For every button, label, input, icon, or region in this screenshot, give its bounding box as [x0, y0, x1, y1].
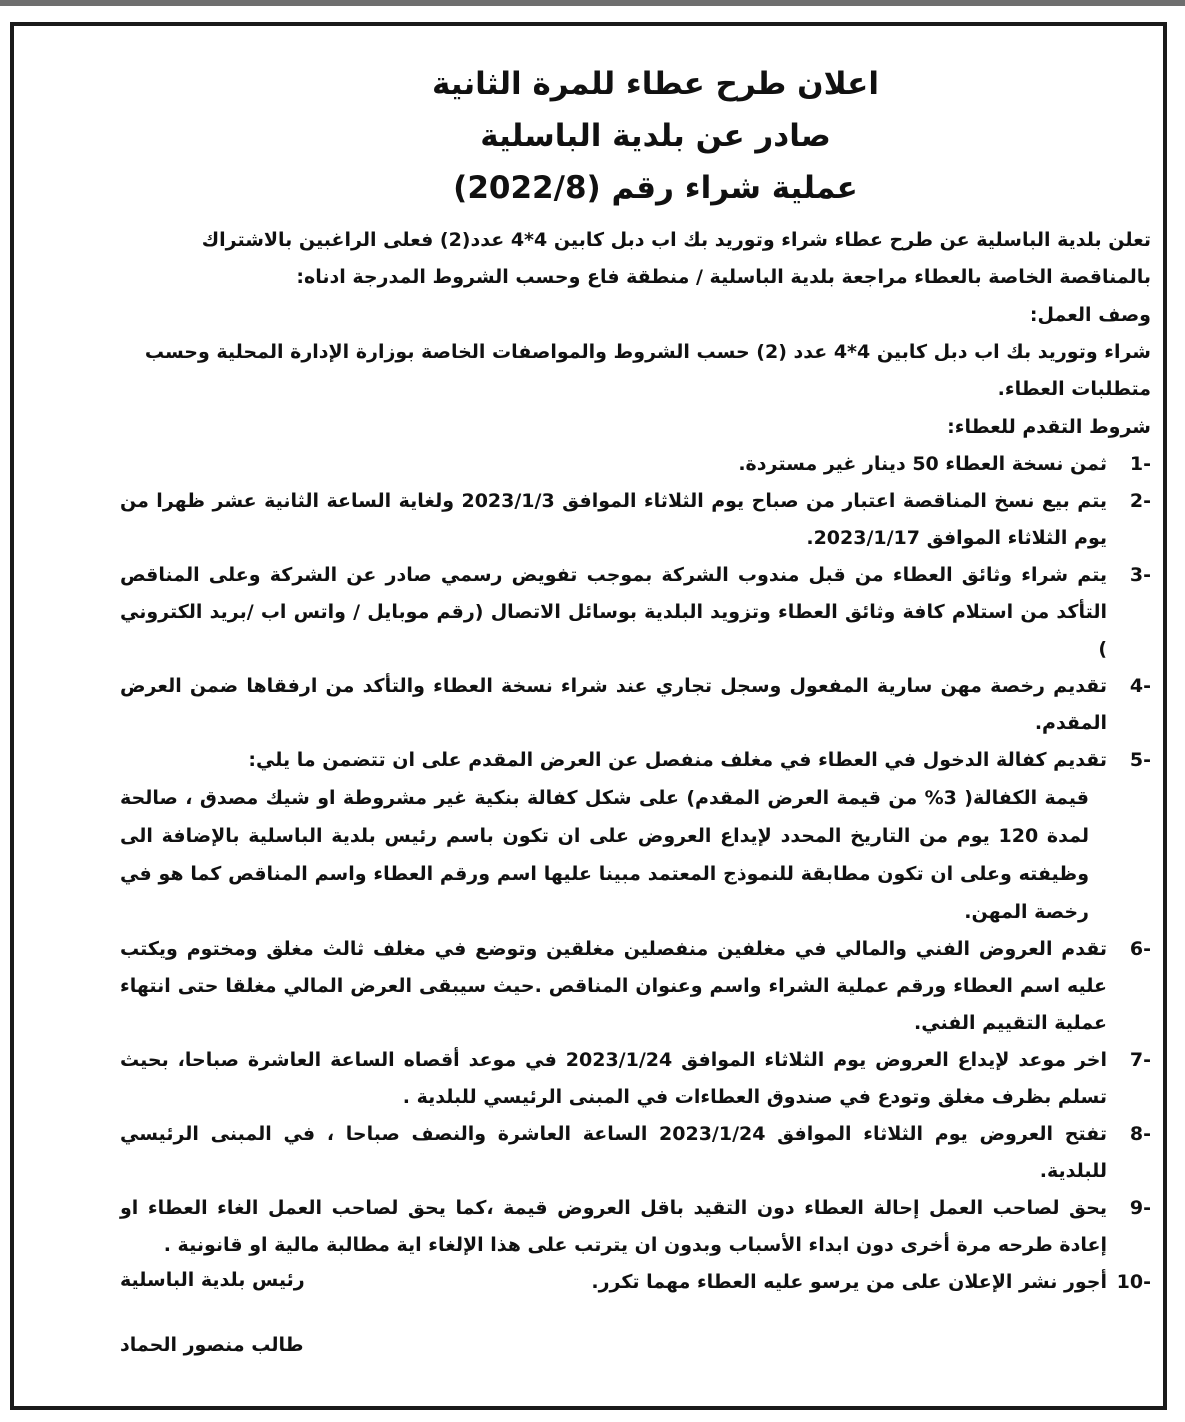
- condition-text: يتم شراء وثائق العطاء من قبل مندوب الشركة بموجب تفويض رسمي صادر عن الشركة وعلى المناقص التأكد من استلام كافة وثائق العطاء وتزويد البلدية بوسائل الاتصال (رقم موبايل / واتس اب /بريد الكتروني ): [120, 564, 1107, 660]
- condition-number: -10: [1116, 1271, 1151, 1293]
- condition-item: [120, 1042, 1151, 1116]
- issuer-title: صادر عن بلدية الباسلية: [480, 118, 831, 154]
- condition-item: [120, 1190, 1151, 1264]
- condition-text: تقدم العروض الفني والمالي في مغلفين منفصلين مغلقين وتوضع في مغلف ثالث مغلق ومختوم ويكتب عليه اسم العطاء ورقم عملية الشراء واسم وعنوان المناقص .حيث سيبقى العرض المالي مغلقا حتى انتهاء عملية التقييم الفني.: [120, 938, 1107, 1034]
- signatory-title: رئيس بلدية الباسلية: [120, 1269, 305, 1291]
- condition-item: [120, 931, 1151, 1042]
- condition-number: -1: [1129, 453, 1151, 475]
- guarantee-details: قيمة الكفالة( 3% من قيمة العرض المقدم) على شكل كفالة بنكية غير مشروطة او شيك مصدق ، صالحة لمدة 120 يوم من التاريخ المحدد لإيداع العروض على ان تكون باسم رئيس بلدية الباسلية بالإضافة الى وظيفته وعلى ان تكون مطابقة للنموذج المعتمد مبينا عليها اسم ورقم العطاء واسم المناقص كما هو في رخصة المهن.: [120, 787, 1089, 923]
- condition-item: [120, 1116, 1151, 1190]
- top-divider: [0, 0, 1185, 6]
- work-description-text: شراء وتوريد بك اب دبل كابين 4*4 عدد (2) حسب الشروط والمواصفات الخاصة بوزارة الإدارة المحلية وحسب متطلبات العطاء.: [144, 341, 1151, 400]
- condition-text: تقديم رخصة مهن سارية المفعول وسجل تجاري عند شراء نسخة العطاء والتأكد من ارفقاها ضمن العرض المقدم.: [120, 675, 1107, 734]
- condition-text: تقديم كفالة الدخول في العطاء في مغلف منفصل عن العرض المقدم على ان تتضمن ما يلي:: [248, 749, 1107, 771]
- signatory-name: طالب منصور الحماد: [120, 1334, 304, 1356]
- announcement-title: اعلان طرح عطاء للمرة الثانية: [432, 66, 879, 102]
- condition-text: أجور نشر الإعلان على من يرسو عليه العطاء مهما تكرر.: [591, 1271, 1107, 1293]
- conditions-list: [120, 446, 1151, 1301]
- condition-item: [120, 668, 1151, 742]
- condition-text: يتم بيع نسخ المناقصة اعتبار من صباح يوم الثلاثاء الموافق 2023/1/3 ولغاية الساعة الثانية عشر ظهرا من يوم الثلاثاء الموافق 2023/1/17.: [120, 490, 1107, 549]
- announcement-content: [120, 58, 1151, 1301]
- work-description-heading: وصف العمل:: [1029, 304, 1151, 326]
- condition-item: [120, 446, 1151, 483]
- procurement-number: عملية شراء رقم (2022/8): [453, 170, 858, 206]
- condition-item: [120, 557, 1151, 668]
- condition-number: -6: [1129, 938, 1151, 960]
- condition-text: تفتح العروض يوم الثلاثاء الموافق 2023/1/24 الساعة العاشرة والنصف صباحا ، في المبنى الرئيسي للبلدية.: [120, 1123, 1107, 1182]
- condition-number: -7: [1129, 1049, 1151, 1071]
- conditions-heading: شروط التقدم للعطاء:: [947, 416, 1151, 438]
- condition-text: ثمن نسخة العطاء 50 دينار غير مستردة.: [738, 453, 1107, 475]
- condition-number: -4: [1129, 675, 1151, 697]
- condition-number: -3: [1129, 564, 1151, 586]
- condition-text: يحق لصاحب العمل إحالة العطاء دون التقيد باقل العروض قيمة ،كما يحق لصاحب العمل الغاء العطاء او إعادة طرحه مرة أخرى دون ابداء الأسباب وبدون ان يترتب على هذا الإلغاء اية مطالبة مالية او قانونية .: [120, 1197, 1107, 1256]
- condition-text: اخر موعد لإيداع العروض يوم الثلاثاء الموافق 2023/1/24 في موعد أقصاه الساعة العاشرة صباحا، بحيث تسلم بظرف مغلق وتودع في صندوق العطاءات في المبنى الرئيسي للبلدية .: [120, 1049, 1107, 1108]
- condition-item: [120, 483, 1151, 557]
- condition-item: [120, 742, 1151, 779]
- condition-number: -9: [1129, 1197, 1151, 1219]
- intro-paragraph: تعلن بلدية الباسلية عن طرح عطاء شراء وتوريد بك اب دبل كابين 4*4 عدد(2) فعلى الراغبين بالاشتراك بالمناقصة الخاصة بالعطاء مراجعة بلدية الباسلية / منطقة فاع وحسب الشروط المدرجة ادناه:: [201, 229, 1151, 288]
- condition-number: -5: [1129, 749, 1151, 771]
- condition-number: -2: [1129, 490, 1151, 512]
- condition-number: -8: [1129, 1123, 1151, 1145]
